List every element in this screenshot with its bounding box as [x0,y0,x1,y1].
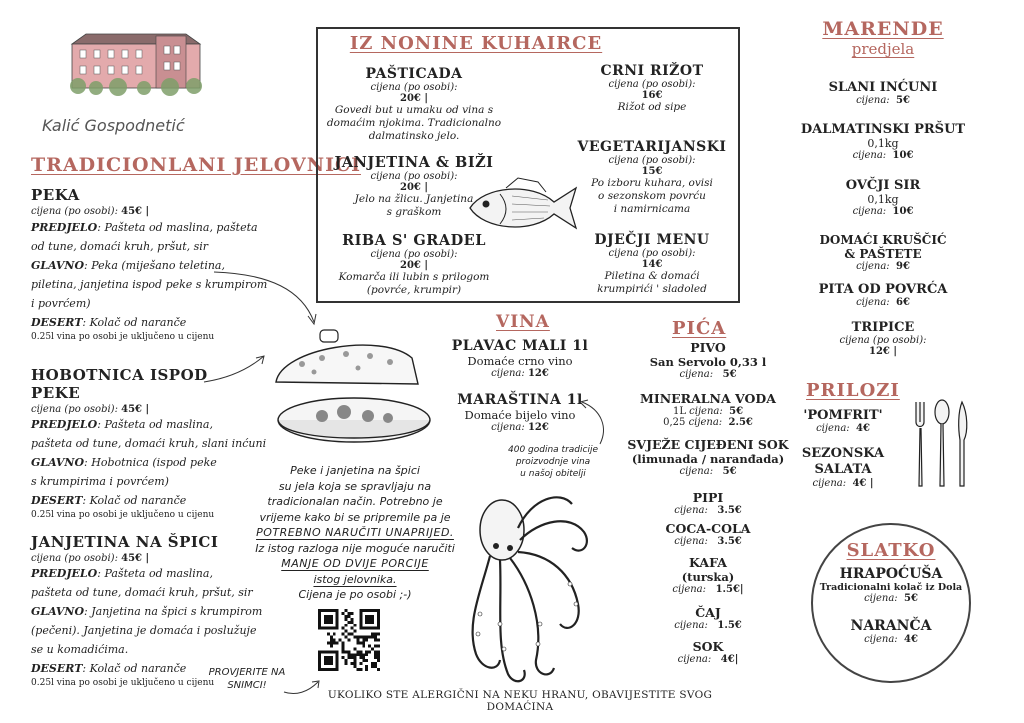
menu-peka: PEKA cijena (po osobi): 45€ | PREDJELO: Pašteta od maslina, pašteta od tune, domaći kruh, pršut, sir GLAVNO: Peka (miješano teletina, piletina, janjetina ispod peke s krumpirom i povrćem) DESERT: Kolač od naranče 0.25l vina po osobi je uključeno u cijenu [31,186,291,342]
dish-name: DJEČJI MENU [594,232,710,248]
wine-note: 0.25l vina po osobi je uključeno u cijenu [31,332,215,342]
marenda-incuni: SLANI INĆUNI cijena: 5€ [792,80,974,106]
drink-pivo: PIVO San Servolo 0,33 l cijena: 5€ [628,340,788,380]
item-name: NARANČA [850,618,932,634]
drink-name: ČAJ [695,605,721,620]
dish-vegetarijanski: VEGETARIJANSKI cijena (po osobi): 15€ Po izboru kuhara, ovisi o sezonskom povrću i namirnicama [568,139,736,216]
price: 5€ [722,369,737,380]
course-label: GLAVNO [31,259,85,272]
price: 16€ [641,90,663,101]
price: 10€ [892,150,914,161]
wine-note: 0.25l vina po osobi je uključeno u cijenu [31,678,215,688]
menu-name: PEKA [31,186,80,204]
cutlery-illustration [908,398,976,490]
dish-name: CRNI RIŽOT [600,63,704,79]
price-label: cijena (po osobi): [31,206,118,217]
drink-name: KAFA [689,555,727,570]
item-name: DALMATINSKI PRŠUT [800,122,966,137]
marende-header [800,18,966,58]
price: 4€ [856,423,870,434]
nonina-title: IZ NONINE KUHAIRCE [349,33,603,54]
drink-caj: ČAJ cijena: 1.5€ [628,605,788,631]
course-label: DESERT [31,316,83,329]
marende-title: MARENDE [822,18,944,40]
price-label: cijena (po osobi): [370,82,458,93]
dish-name: RIBA S' GRADEL [342,232,486,249]
price: 20€ | [400,182,428,193]
drink-cola: COCA-COLA cijena: 3.5€ [628,521,788,547]
price-label: cijena (po osobi): [31,553,118,564]
price-label: cijena (po osobi): [370,171,458,182]
item-name: 'POMFRIT' [803,408,883,423]
item-name: DOMAĆI KRUŠČIĆ [819,233,947,247]
marenda-sir: OVČJI SIR 0,1kg cijena: 10€ [792,178,974,217]
wine-name: PLAVAC MALI 1l [451,338,589,354]
price: 4€| [720,654,739,665]
dish-pasticada: PAŠTICADA cijena (po osobi): 20€ | Govedi but u umaku od vina s domaćim njokima. Tradicionalno dalmatinsko jelo. [322,66,506,143]
marenda-pita: PITA OD POVRĆA cijena: 6€ [792,282,974,308]
menu-janjetina-spica: JANJETINA NA ŠPICI cijena (po osobi): 45€ | PREDJELO: Pašteta od maslina, pašteta od tune, domaći kruh, pršut, sir GLAVNO: Janjetina na špici s krumpirom (pečeni). Janjetina je domaća i poslužuje se u komadićima. DESERT: Kolač od naranče 0.25l vina po osobi je uključeno u cijenu [31,533,291,688]
price: 3.5€ [717,505,742,516]
drink-mineralna: MINERALNA VODA 1L cijena: 5€ 0,25 cijena: 2.5€ [624,391,792,428]
price: 45€ | [121,553,150,564]
wine-desc: Domaće crno vino [467,354,573,368]
wine-desc: Domaće bijelo vino [464,408,576,422]
price: 6€ [896,297,910,308]
pica-title: PIĆA [672,318,727,339]
item-name: SEZONSKA [801,446,885,461]
price: 12€ [527,422,549,433]
signature: Kalić Gospodnetić [42,116,185,135]
arrow-tradition [572,398,612,446]
prilozi-title: PRILOZI [806,380,900,401]
dish-name: VEGETARIJANSKI [577,139,727,155]
menu-name: JANJETINA NA ŠPICI [31,533,219,551]
price: 45€ | [121,206,150,217]
price: 20€ | [400,260,428,271]
drink-name: COCA-COLA [665,521,751,536]
wine-plavac: PLAVAC MALI 1l Domaće crno vino cijena: 12€ [448,338,592,379]
price-label: cijena (po osobi): [31,404,118,415]
order-note: Peke i janjetina na špici su jela koja se spravljaju na tradicionalan način. Potrebno je vrijeme kako bi se pripremile pa je POTREBNO NARUČITI UNAPRIJED. Iz istog razloga nije moguće naručiti MANJE OD DVIJE PORCIJE istog jelovnika. Cijena je po osobi ;-) [246,463,464,603]
order-in-advance-note: POTREBNO NARUČITI UNAPRIJED. [256,526,454,539]
price: 1.5€| [715,584,744,595]
qr-code[interactable] [318,609,380,671]
price-label: cijena (po osobi): [608,248,696,259]
price: 5€ [722,466,737,477]
drink-sok: SOK cijena: 4€| [628,639,788,665]
marenda-kruscic: DOMAĆI KRUŠČIĆ & PAŠTETE cijena: 9€ [792,233,974,272]
wine-note: 0.25l vina po osobi je uključeno u cijenu [31,510,215,520]
price: 12€ | [869,346,897,357]
dessert-naranca: NARANČA cijena: 4€ [808,618,974,645]
arrow-to-hobotnica [200,352,270,386]
octopus-illustration [460,484,596,688]
drink-pipi: PIPI cijena: 3.5€ [628,490,788,516]
price: 5€ [904,593,918,604]
price-label: cijena (po osobi): [608,79,696,90]
marende-subtitle: predjela [851,40,915,58]
tradition-note: 400 godina tradicije proizvodnje vina u našoj obitelji [508,445,598,479]
price: 15€ [641,166,663,177]
price: 5€ [896,95,910,106]
item-name: TRIPICE [851,320,915,335]
dish-janjetina-bizi: JANJETINA & BIŽI cijena (po osobi): 20€ | Jelo na žlicu. Janjetina s graškom [322,154,506,219]
drink-name: PIPI [692,490,724,505]
price-label: cijena (po osobi): [370,249,458,260]
menu-hobotnica: HOBOTNICA ISPOD PEKE cijena (po osobi): 45€ | PREDJELO: Pašteta od maslina, pašteta od tune, domaći kruh, slani inćuni GLAVNO: Hobotnica (ispod peke s krumpirima i povrćem) DESERT: Kolač od naranče 0.25l vina po osobi je uključeno u cijenu [31,366,291,520]
price: 3.5€ [717,536,742,547]
item-name: HRAPOĆUŠA [839,566,943,582]
price-label: cijena (po osobi): [608,155,696,166]
drink-kafa: KAFA (turska) cijena: 1.5€| [628,555,788,595]
item-name: SLANI INĆUNI [828,80,938,95]
course-label: PREDJELO [31,221,98,234]
dish-name: PAŠTICADA [365,66,463,82]
price: 1.5€ [717,620,742,631]
price: 2.5€ [728,417,753,428]
price: 4€ [904,634,918,645]
price: 5€ [729,406,744,417]
prilog-pomfrit: 'POMFRIT' cijena: 4€ [790,408,896,434]
allergy-footer: UKOLIKO STE ALERGIČNI NA NEKU HRANU, OBAVIJESTITE SVOG DOMAĆINA [327,689,713,713]
price: 10€ [892,206,914,217]
wine-marastina: MARAŠTINA 1l Domaće bijelo vino cijena: 12€ [448,392,592,433]
slatko-title: SLATKO [846,540,936,561]
wine-name: MARAŠTINA 1l [457,392,583,408]
menu-name: HOBOTNICA ISPOD PEKE [31,366,208,402]
prilog-salata: SEZONSKA SALATA cijena: 4€ | [790,446,896,489]
dish-crni-rizot: CRNI RIŽOT cijena (po osobi): 16€ Rižot od sipe [574,63,730,114]
qr-note: PROVJERITE NA SNIMCI! [208,667,286,691]
drink-sok-cijedeni: SVJEŽE CIJEĐENI SOK (limunada / naranđada) cijena: 5€ [608,437,808,477]
marenda-tripice: TRIPICE cijena (po osobi): 12€ | [792,320,974,357]
drink-name: MINERALNA VODA [640,391,776,406]
price: 14€ [641,259,663,270]
marenda-prsut: DALMATINSKI PRŠUT 0,1kg cijena: 10€ [782,122,984,161]
drink-name: SVJEŽE CIJEĐENI SOK [627,437,789,452]
dish-name: JANJETINA & BIŽI [334,154,494,171]
price: 4€ | [852,478,874,489]
price: 9€ [896,261,910,272]
traditional-menus-title: TRADICIONLANI JELOVNICI [31,154,361,176]
drink-name: SOK [692,639,724,654]
vina-title: VINA [496,312,550,332]
item-name: PITA OD POVRĆA [818,282,948,297]
price: 45€ | [121,404,150,415]
peka-illustration [262,328,438,450]
building-illustration [66,30,206,96]
item-name: OVČJI SIR [845,178,921,193]
dish-djecji-menu: DJEČJI MENU cijena (po osobi): 14€ Piletina & domaći krumpirići ' sladoled [574,232,730,296]
fish-illustration [462,176,580,238]
dessert-hrapocusa: HRAPOĆUŠA Tradicionalni kolač iz Dola cijena: 5€ [808,566,974,604]
drink-name: PIVO [690,340,726,355]
arrow-to-peka [210,268,320,328]
price: 20€ | [400,93,428,104]
price: 12€ [527,368,549,379]
dish-riba-gradel: RIBA S' GRADEL cijena (po osobi): 20€ | Komarča ili lubin s prilogom (povrće, krumpir) [322,232,506,297]
